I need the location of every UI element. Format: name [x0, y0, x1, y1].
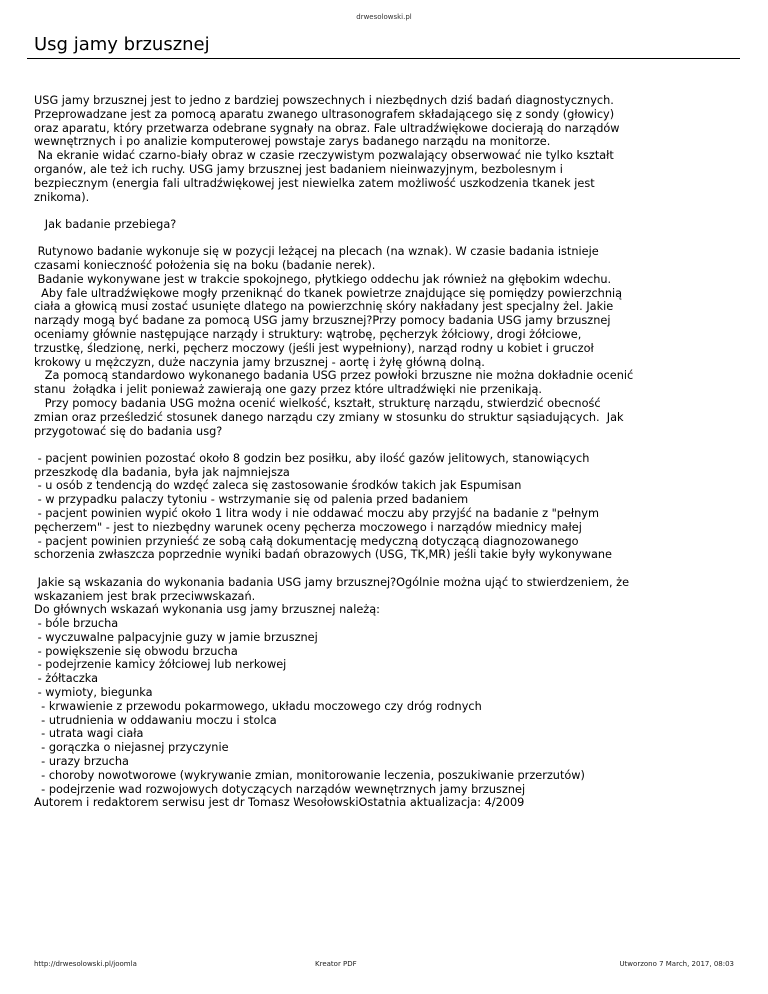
text-line: - utrudnienia w oddawaniu moczu i stolca [34, 713, 277, 727]
text-line: trzustkę, śledzionę, nerki, pęcherz moczowy (jeśli jest wypełniony), narząd rodny u kobiet i gruczoł [34, 341, 594, 355]
footer-url: http://drwesolowski.pl/joomla [34, 960, 137, 968]
text-line: - bóle brzucha [34, 617, 119, 631]
text-line: - pacjent powinien pozostać około 8 godzin bez posiłku, aby ilość gazów jelitowych, stanowiących [34, 451, 590, 465]
text-line: narządy mogą być badane za pomocą USG jamy brzusznej?Przy pomocy badania USG jamy brzusznej [34, 314, 611, 328]
paragraph-gap [34, 562, 742, 576]
text-line: - wyczuwalne palpacyjnie guzy w jamie brzusznej [34, 630, 318, 644]
paragraph [34, 452, 742, 562]
text-line: przygotować się do badania usg? [34, 424, 223, 438]
title-divider [27, 58, 740, 59]
text-line: - urazy brzucha [34, 755, 129, 769]
paragraph [34, 245, 742, 438]
paragraph-gap [34, 204, 742, 218]
text-line: Aby fale ultradźwiękowe mogły przeniknąć do tkanek powietrze znajdujące się pomiędzy powierzchnią [34, 286, 623, 300]
paragraph [34, 94, 742, 204]
paragraph-gap [34, 438, 742, 452]
text-line: Do głównych wskazań wykonania usg jamy brzusznej należą: [34, 603, 380, 617]
text-line: - żółtaczka [34, 672, 99, 686]
paragraph-gap [34, 232, 742, 246]
page-footer [0, 960, 768, 972]
text-line: - pacjent powinien wypić około 1 litra wody i nie oddawać moczu aby przyjść na badanie z "pełnym [34, 507, 599, 521]
text-line: krokowy u mężczyzn, duże naczynia jamy brzusznej - aortę i żyłę główną dolną. [34, 355, 485, 369]
text-line: Na ekranie widać czarno-biały obraz w czasie rzeczywistym pozwalający obserwować nie tylko kształt [34, 149, 614, 163]
article-body [34, 94, 742, 810]
text-line: - powiększenie się obwodu brzucha [34, 644, 238, 658]
text-line: oraz aparatu, który przetwarza odebrane sygnały na obraz. Fale ultradźwiękowe docierają do narządów [34, 121, 620, 135]
text-line: Przy pomocy badania USG można ocenić wielkość, kształt, strukturę narządu, stwierdzić obecność [34, 396, 601, 410]
site-header: drwesolowski.pl [356, 13, 412, 21]
text-line: schorzenia zwłaszcza poprzednie wyniki badań obrazowych (USG, TK,MR) jeśli takie były wykonywane [34, 548, 613, 562]
footer-created-date: Utworzono 7 March, 2017, 08:03 [619, 960, 734, 968]
text-line: Przeprowadzane jest za pomocą aparatu zwanego ultrasonografem składającego się z sondy (głowicy) [34, 107, 615, 121]
text-line: Za pomocą standardowo wykonanego badania USG przez powłoki brzuszne nie można dokładnie ocenić [34, 369, 634, 383]
text-line: Jak badanie przebiega? [34, 217, 177, 231]
footer-creator: Kreator PDF [315, 960, 357, 968]
text-line: zmian oraz prześledzić stosunek danego narządu czy zmiany w stosunku do struktur sąsiadujących. Jak [34, 410, 624, 424]
text-line: - podejrzenie kamicy żółciowej lub nerkowej [34, 658, 287, 672]
text-line: - w przypadku palaczy tytoniu - wstrzymanie się od palenia przed badaniem [34, 493, 469, 507]
text-line: organów, ale też ich ruchy. USG jamy brzusznej jest badaniem nieinwazyjnym, bezbolesnym i [34, 162, 563, 176]
text-line: ciała a głowicą musi zostać usunięte dlatego na powierzchnię skóry nakładany jest specjalny żel. Jakie [34, 300, 614, 314]
text-line: - u osób z tendencją do wzdęć zaleca się zastosowanie środków takich jak Espumisan [34, 479, 522, 493]
text-line: stanu żołądka i jelit ponieważ zawierają one gazy przez które ultradźwięki nie przenikają. [34, 383, 542, 397]
text-line: wewnętrznych i po analizie komputerowej powstaje zarys badanego narządu na monitorze. [34, 135, 551, 149]
paragraph [34, 218, 742, 232]
page-title: Usg jamy brzusznej [34, 34, 210, 55]
text-line: czasami konieczność położenia się na boku (badanie nerek). [34, 258, 376, 272]
text-line: - krwawienie z przewodu pokarmowego, układu moczowego czy dróg rodnych [34, 699, 482, 713]
text-line: Rutynowo badanie wykonuje się w pozycji leżącej na plecach (na wznak). W czasie badania istnieje [34, 245, 599, 259]
text-line: Jakie są wskazania do wykonania badania USG jamy brzusznej?Ogólnie można ująć to stwierdzeniem, że [34, 575, 630, 589]
text-line: Badanie wykonywane jest w trakcie spokojnego, płytkiego oddechu jak również na głębokim wdechu. [34, 272, 612, 286]
paragraph [34, 576, 742, 811]
text-line: bezpiecznym (energia fali ultradźwiękowej jest niewielka zatem możliwość uszkodzenia tkanek jest [34, 176, 595, 190]
text-line: - wymioty, biegunka [34, 686, 153, 700]
text-line: - choroby nowotworowe (wykrywanie zmian, monitorowanie leczenia, poszukiwanie przerzutów) [34, 768, 585, 782]
text-line: Autorem i redaktorem serwisu jest dr Tomasz WesołowskiOstatnia aktualizacja: 4/2009 [34, 796, 525, 810]
text-line: pęcherzem" - jest to niezbędny warunek oceny pęcherza moczowego i narządów miednicy małej [34, 520, 582, 534]
text-line: USG jamy brzusznej jest to jedno z bardziej powszechnych i niezbędnych dziś badań diagnostycznych. [34, 94, 614, 107]
text-line: - gorączka o niejasnej przyczynie [34, 741, 229, 755]
text-line: znikoma). [34, 190, 90, 204]
text-line: oceniamy głównie następujące narządy i struktury: wątrobę, pęcherzyk żółciowy, drogi żółciowe, [34, 327, 582, 341]
text-line: - utrata wagi ciała [34, 727, 144, 741]
text-line: przeszkodę dla badania, była jak najmniejsza [34, 465, 290, 479]
text-line: wskazaniem jest brak przeciwwskazań. [34, 589, 256, 603]
text-line: - podejrzenie wad rozwojowych dotyczących narządów wewnętrznych jamy brzusznej [34, 782, 526, 796]
text-line: - pacjent powinien przynieść ze sobą całą dokumentację medyczną dotyczącą diagnozowanego [34, 534, 579, 548]
